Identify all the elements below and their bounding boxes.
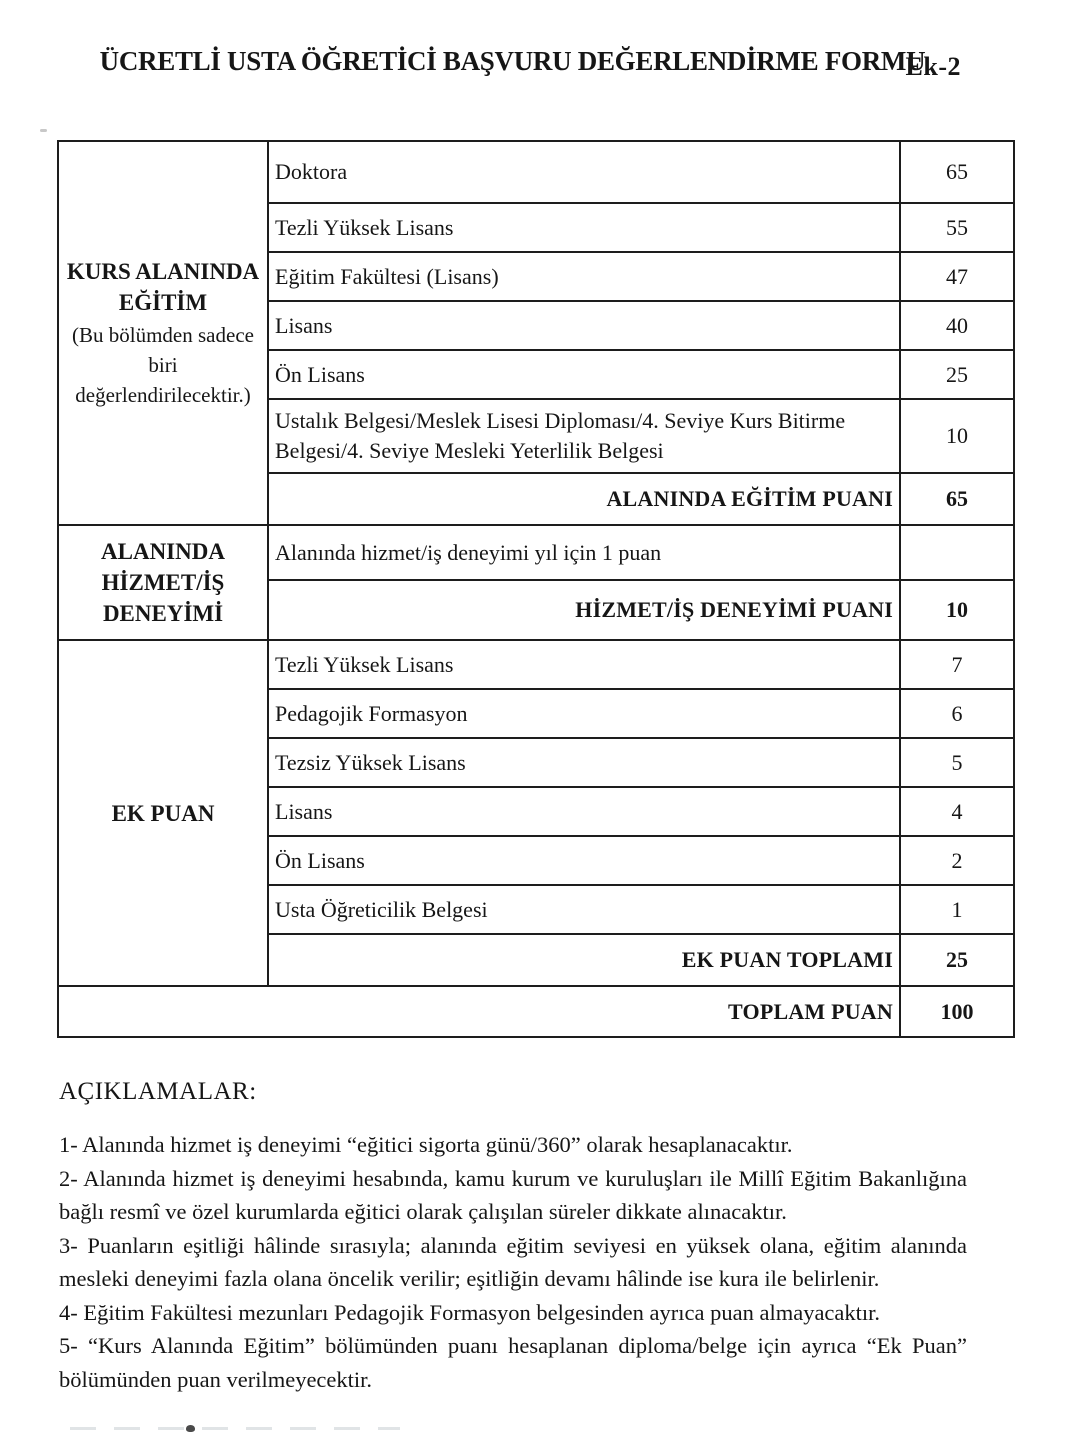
category-cell-kurs-alaninda-egitim (58, 141, 268, 525)
criterion-cell: Usta Öğreticilik Belgesi (268, 885, 900, 934)
section-total-label: HİZMET/İŞ DENEYİMİ PUANI (268, 580, 900, 640)
criterion-cell: Lisans (268, 301, 900, 350)
scan-artifact (186, 1425, 195, 1432)
table-row (58, 525, 1014, 580)
category-cell-alaninda-hizmet-is-deneyimi (58, 525, 268, 640)
points-cell: 1 (900, 885, 1014, 934)
category-cell-ek-puan (58, 640, 268, 986)
points-cell: 65 (900, 141, 1014, 203)
points-cell: 4 (900, 787, 1014, 836)
criterion-cell: Ön Lisans (268, 350, 900, 399)
section-total-label: ALANINDA EĞİTİM PUANI (268, 473, 900, 525)
criterion-cell: Tezli Yüksek Lisans (268, 203, 900, 252)
criterion-cell: Doktora (268, 141, 900, 203)
points-cell (900, 525, 1014, 580)
points-cell: 5 (900, 738, 1014, 787)
section-total-points: 10 (900, 580, 1014, 640)
grand-total-row (58, 986, 1014, 1037)
points-cell: 55 (900, 203, 1014, 252)
criterion-cell: Tezli Yüksek Lisans (268, 640, 900, 689)
points-cell: 10 (900, 399, 1014, 473)
criterion-cell: Eğitim Fakültesi (Lisans) (268, 252, 900, 301)
points-cell: 47 (900, 252, 1014, 301)
category-label: KURS ALANINDA EĞİTİM (66, 259, 260, 315)
note-item-3: 3- Puanların eşitliği hâlinde sırasıyla; alanında eğitim seviyesi en yüksek olana, eğitim alanında mesleki deneyimi fazla olana öncelik verilir; eşitliğin devamı hâlinde ise kura ile belirlenir. (59, 1232, 967, 1291)
scan-artifact (40, 129, 47, 132)
points-cell: 7 (900, 640, 1014, 689)
points-cell: 40 (900, 301, 1014, 350)
notes-section (59, 1078, 967, 1396)
criterion-cell: Alanında hizmet/iş deneyimi yıl için 1 puan (268, 525, 900, 580)
evaluation-table (57, 140, 1015, 1038)
criterion-cell: Lisans (268, 787, 900, 836)
note-item-5: 5- “Kurs Alanında Eğitim” bölümünden puanı hesaplanan diploma/belge için ayrıca “Ek Puan” bölümünden puan verilmeyecektir. (59, 1333, 967, 1392)
points-cell: 2 (900, 836, 1014, 885)
note-item-2: 2- Alanında hizmet iş deneyimi hesabında, kamu kurum ve kuruluşları ile Millî Eğitim Bakanlığına bağlı resmî ve özel kurumlarda eğitici olarak çalışılan süreler dikkate alınacaktır. (59, 1165, 967, 1224)
criterion-cell: Ön Lisans (268, 836, 900, 885)
section-total-points: 25 (900, 934, 1014, 986)
criterion-cell: Tezsiz Yüksek Lisans (268, 738, 900, 787)
grand-total-label: TOPLAM PUAN (58, 986, 900, 1037)
points-cell: 6 (900, 689, 1014, 738)
table-row (58, 141, 1014, 203)
table-row (58, 640, 1014, 689)
category-note: (Bu bölümden sadece biri değerlendirilecektir.) (72, 323, 254, 407)
points-cell: 25 (900, 350, 1014, 399)
criterion-cell: Pedagojik Formasyon (268, 689, 900, 738)
section-total-label: EK PUAN TOPLAMI (268, 934, 900, 986)
note-item-1: 1- Alanında hizmet iş deneyimi “eğitici sigorta günü/360” olarak hesaplanacaktır. (59, 1132, 793, 1157)
annex-label: Ek-2 (905, 52, 961, 81)
notes-heading: AÇIKLAMALAR: (59, 1078, 257, 1105)
category-label: ALANINDA HİZMET/İŞ DENEYİMİ (101, 539, 225, 626)
note-item-4: 4- Eğitim Fakültesi mezunları Pedagojik Formasyon belgesinden ayrıca puan almayacaktır. (59, 1299, 881, 1325)
grand-total-points: 100 (900, 986, 1014, 1037)
scan-artifact (70, 1427, 400, 1430)
criterion-cell: Ustalık Belgesi/Meslek Lisesi Diploması/4. Seviye Kurs Bitirme Belgesi/4. Seviye Mesleki Yeterlilik Belgesi (268, 399, 900, 473)
category-label: EK PUAN (111, 800, 215, 826)
form-title: ÜCRETLİ USTA ÖĞRETİCİ BAŞVURU DEĞERLENDİRME FORMU (99, 46, 926, 76)
section-total-points: 65 (900, 473, 1014, 525)
